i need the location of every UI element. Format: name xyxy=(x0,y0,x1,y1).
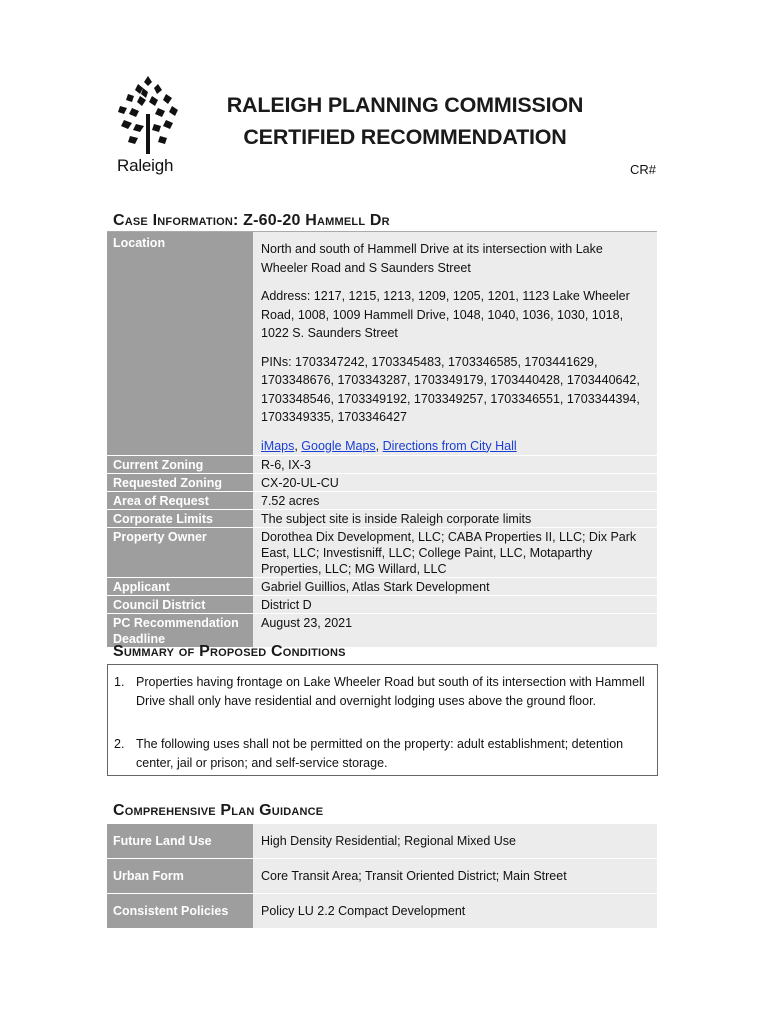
row-label: PC Recommendation Deadline xyxy=(107,614,253,647)
row-label: Future Land Use xyxy=(107,824,253,858)
row-value: Core Transit Area; Transit Oriented District; Main Street xyxy=(253,859,657,893)
table-row xyxy=(107,456,657,474)
row-label: Council District xyxy=(107,596,253,613)
table-row xyxy=(107,824,657,859)
row-value: Gabriel Guillios, Atlas Stark Development xyxy=(253,578,657,595)
table-row-location xyxy=(107,232,657,456)
row-label: Applicant xyxy=(107,578,253,595)
row-value: District D xyxy=(253,596,657,613)
row-value: Dorothea Dix Development, LLC; CABA Properties II, LLC; Dix Park East, LLC; Investisniff, LLC; College Paint, LLC, Motaparthy Properties, LLC; MG Willard, LLC xyxy=(253,528,657,577)
tree-logo-icon xyxy=(110,74,186,158)
location-value xyxy=(253,232,657,455)
table-row xyxy=(107,492,657,510)
cr-number: CR# xyxy=(629,162,656,177)
logo-text: Raleigh xyxy=(117,156,174,175)
google-maps-link[interactable]: Google Maps xyxy=(301,438,376,453)
case-information-heading: Case Information: Z-60-20 Hammell Dr xyxy=(113,212,390,229)
row-label: Property Owner xyxy=(107,528,253,577)
table-row xyxy=(107,596,657,614)
conditions-box xyxy=(107,664,658,776)
page-title-line2: CERTIFIED RECOMMENDATION xyxy=(243,125,567,149)
case-information-table xyxy=(107,231,657,648)
row-value: Policy LU 2.2 Compact Development xyxy=(253,894,657,928)
item-number: 1. xyxy=(114,675,125,689)
table-row xyxy=(107,859,657,894)
table-row xyxy=(107,894,657,929)
plan-guidance-table xyxy=(107,824,657,929)
address-text: Address: 1217, 1215, 1213, 1209, 1205, 1201, 1123 Lake Wheeler Road, 1008, 1009 Hammell Drive, 1048, 1040, 1036, 1030, 1018, 1022 S. Saunders Street xyxy=(261,289,630,340)
row-value: R-6, IX-3 xyxy=(253,456,657,473)
row-label: Current Zoning xyxy=(107,456,253,473)
row-label: Corporate Limits xyxy=(107,510,253,527)
table-row xyxy=(107,510,657,528)
item-text: The following uses shall not be permitted on the property: adult establishment; detention center, jail or prison; and self-service storage. xyxy=(136,737,624,770)
row-label: Urban Form xyxy=(107,859,253,893)
table-row xyxy=(107,528,657,578)
location-description: North and south of Hammell Drive at its intersection with Lake Wheeler Road and S Saunders Street xyxy=(261,242,603,275)
row-value: CX-20-UL-CU xyxy=(253,474,657,491)
item-text: Properties having frontage on Lake Wheeler Road but south of its intersection with Hammell Drive shall only have residential and overnight lodging uses above the ground floor. xyxy=(136,675,645,708)
map-links: iMaps, Google Maps, Directions from City Hall xyxy=(261,438,517,453)
summary-heading: Summary of Proposed Conditions xyxy=(113,643,346,660)
table-row xyxy=(107,578,657,596)
item-number: 2. xyxy=(114,737,125,751)
directions-link[interactable]: Directions from City Hall xyxy=(382,438,517,453)
row-label: Location xyxy=(107,232,253,455)
plan-guidance-heading: Comprehensive Plan Guidance xyxy=(113,802,324,819)
row-label: Consistent Policies xyxy=(107,894,253,928)
row-value: 7.52 acres xyxy=(253,492,657,509)
row-value: High Density Residential; Regional Mixed Use xyxy=(253,824,657,858)
page-title-line1: RALEIGH PLANNING COMMISSION xyxy=(226,93,584,117)
row-value: The subject site is inside Raleigh corporate limits xyxy=(253,510,657,527)
table-row xyxy=(107,474,657,492)
list-item xyxy=(114,673,649,710)
row-value: August 23, 2021 xyxy=(253,614,657,647)
imaps-link[interactable]: iMaps xyxy=(261,438,295,453)
pins-text: PINs: 1703347242, 1703345483, 1703346585, 1703441629, 1703348676, 1703343287, 1703349179, 1703440428, 1703440642, 1703348546, 1703349192, 1703349257, 1703346551, 1703344394, 1703349335, 1703346427 xyxy=(261,354,640,424)
list-item xyxy=(114,735,649,772)
row-label: Requested Zoning xyxy=(107,474,253,491)
row-label: Area of Request xyxy=(107,492,253,509)
